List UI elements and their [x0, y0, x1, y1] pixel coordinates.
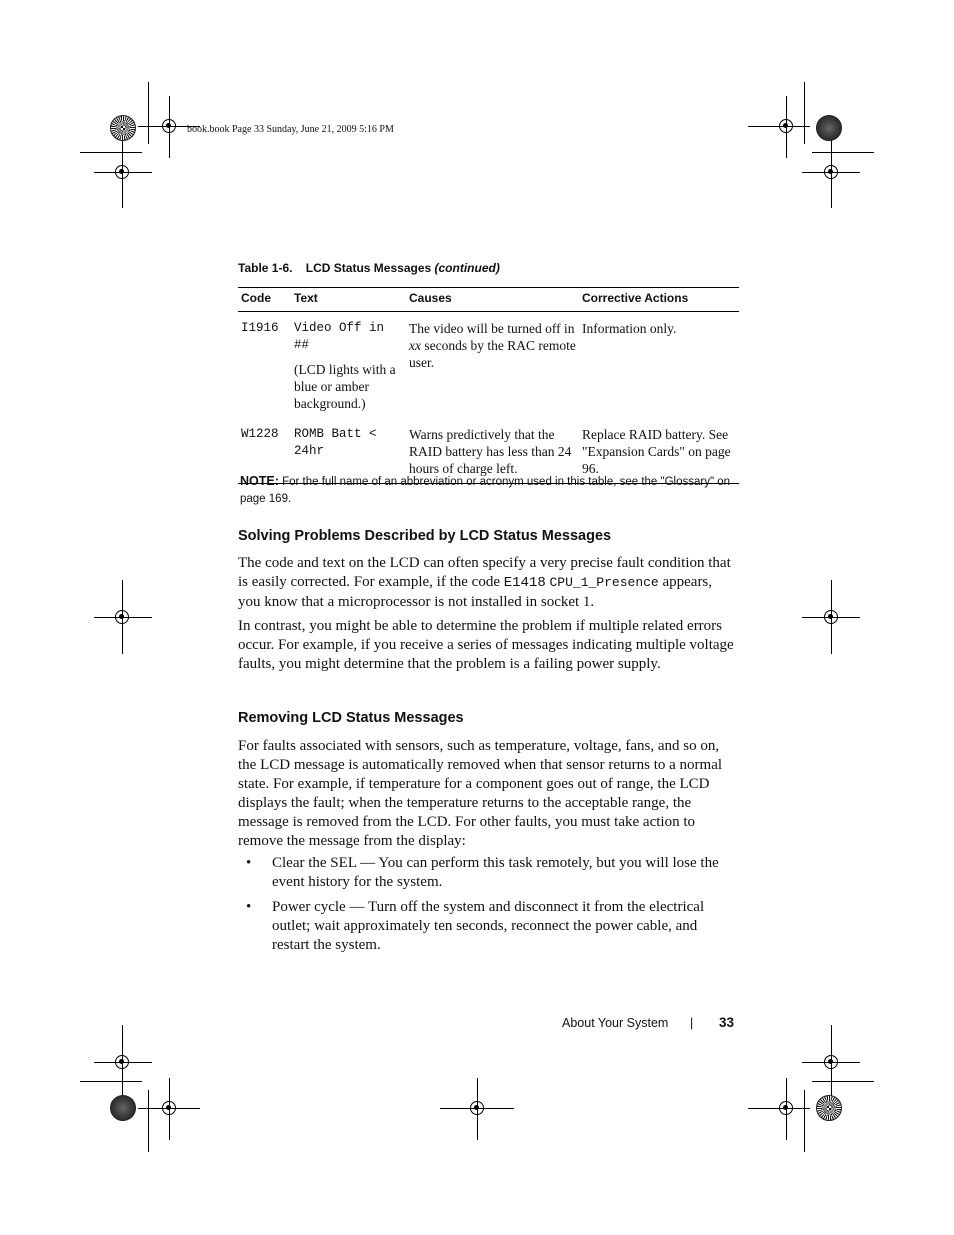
list-item-text: Clear the SEL — You can perform this task remotely, but you will lose the event history for the system.	[272, 855, 719, 890]
bullet-list	[238, 854, 736, 961]
registration-mark-icon	[162, 1101, 176, 1115]
color-wheel-icon	[816, 115, 842, 141]
color-wheel-icon	[110, 1095, 136, 1121]
cell-causes-part: The video will be turned off in	[409, 321, 575, 336]
cell-causes-part: seconds by the RAC remote user.	[409, 338, 576, 370]
registration-mark-icon	[470, 1101, 484, 1115]
list-item-text: Power cycle — Turn off the system and disconnect it from the electrical outlet; wait approximately ten seconds, reconnect the power cable, and restart the system.	[272, 899, 705, 953]
list-item	[238, 854, 736, 892]
section-heading-solving: Solving Problems Described by LCD Status Messages	[238, 528, 612, 544]
table-caption	[238, 261, 500, 275]
registration-mark-icon	[779, 119, 793, 133]
footer-separator: |	[690, 1016, 694, 1030]
cell-causes: Warns predictively that the RAID battery has less than 24 hours of charge left.	[406, 418, 579, 484]
cell-actions: Replace RAID battery. See "Expansion Cards" on page 96.	[579, 418, 739, 484]
cell-causes	[406, 312, 579, 419]
column-header-actions: Corrective Actions	[579, 288, 739, 312]
table-caption-label: Table 1-6. LCD Status Messages	[238, 261, 435, 275]
cell-code: I1916	[241, 321, 279, 335]
column-header-causes: Causes	[406, 288, 579, 312]
color-wheel-icon	[816, 1095, 842, 1121]
table-header-row	[238, 288, 739, 312]
cell-text	[291, 312, 406, 419]
paragraph	[238, 554, 736, 612]
footer-section-title: About Your System	[562, 1016, 669, 1030]
column-header-code: Code	[238, 288, 291, 312]
cell-code: W1228	[238, 418, 291, 484]
paragraph: In contrast, you might be able to determine the problem if multiple related errors occur. For example, if you receive a series of messages indicating multiple voltage faults, you might determine that the problem is a failing power supply.	[238, 618, 734, 672]
bullet-icon: •	[246, 899, 252, 915]
note-text: For the full name of an abbreviation or acronym used in this table, see the "Glossary" on page 169.	[240, 476, 731, 505]
cell-actions: Information only.	[582, 321, 677, 336]
cell-text-code: Video Off in ##	[294, 321, 385, 352]
registration-mark-icon	[779, 1101, 793, 1115]
table-note	[240, 473, 740, 508]
paragraph-text: appears, you know that a microprocessor is not installed in socket 1.	[238, 574, 713, 610]
column-header-text: Text	[291, 288, 406, 312]
table-row	[238, 312, 739, 419]
paragraph-text: The code and text on the LCD can often specify a very precise fault condition that is easily corrected. For example, if the code	[238, 555, 731, 590]
paragraph: For faults associated with sensors, such as temperature, voltage, fans, and so on, the LCD message is automatically removed when that sensor returns to a normal state. For example, if temperature for a component goes out of range, the LCD displays the fault; when the temperature returns to the acceptable range, the message is removed from the LCD. For other faults, you must take action to remove the message from the display:	[238, 738, 723, 849]
color-wheel-icon	[110, 115, 136, 141]
lcd-status-table	[238, 287, 739, 484]
bullet-icon: •	[246, 855, 252, 871]
page-number: 33	[719, 1015, 735, 1030]
registration-mark-icon	[824, 1055, 838, 1069]
cell-text-note: (LCD lights with a blue or amber background.)	[294, 362, 396, 411]
print-slug: book.book Page 33 Sunday, June 21, 2009 5:16 PM	[187, 124, 394, 135]
inline-code: CPU_1_Presence	[549, 575, 659, 590]
cell-causes-variable: xx	[409, 338, 421, 353]
inline-code: E1418	[503, 575, 546, 591]
registration-mark-icon	[824, 165, 838, 179]
registration-mark-icon	[115, 165, 129, 179]
table-caption-continued: (continued)	[434, 261, 500, 275]
registration-mark-icon	[824, 610, 838, 624]
cell-text: ROMB Batt < 24hr	[291, 418, 406, 484]
list-item	[238, 898, 736, 955]
registration-mark-icon	[115, 1055, 129, 1069]
registration-mark-icon	[115, 610, 129, 624]
section-heading-removing: Removing LCD Status Messages	[238, 710, 464, 726]
registration-mark-icon	[162, 119, 176, 133]
note-label: NOTE:	[240, 474, 279, 488]
